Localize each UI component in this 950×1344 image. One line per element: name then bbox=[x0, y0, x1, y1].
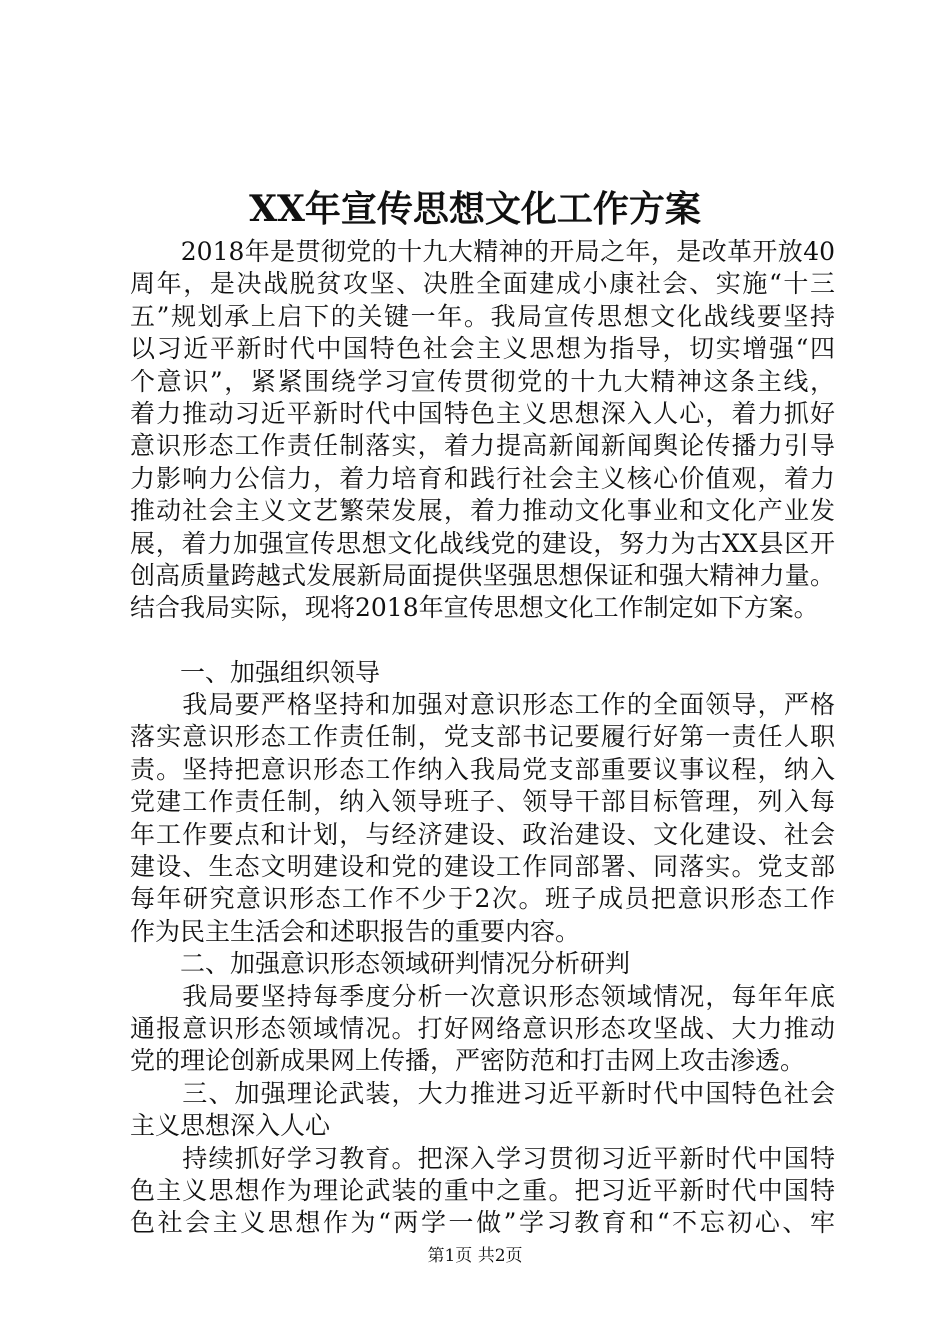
body-line: 年工作要点和计划，与经济建设、政治建设、文化建设、社会 bbox=[130, 819, 835, 849]
body-line: 党的理论创新成果网上传播，严密防范和打击网上攻击渗透。 bbox=[130, 1046, 806, 1076]
section-heading: 一、加强组织领导 bbox=[130, 657, 381, 687]
body-line: 通报意识形态领域情况。打好网络意识形态攻坚战、大力推动 bbox=[130, 1013, 835, 1043]
body-line: 着力推动习近平新时代中国特色主义思想深入人心，着力抓好 bbox=[130, 398, 835, 428]
body-line: 持续抓好学习教育。把深入学习贯彻习近平新时代中国特 bbox=[130, 1143, 835, 1173]
body-line: 落实意识形态工作责任制，党支部书记要履行好第一责任人职 bbox=[130, 722, 835, 752]
body-line: 展，着力加强宣传思想文化战线党的建设，努力为古XX县区开 bbox=[130, 528, 835, 558]
body-line: 个意识”，紧紧围绕学习宣传贯彻党的十九大精神这条主线， bbox=[130, 366, 835, 396]
body-line: 意识形态工作责任制落实，着力提高新闻新闻舆论传播力引导 bbox=[130, 431, 835, 461]
body-line: 我局要坚持每季度分析一次意识形态领域情况，每年年底 bbox=[130, 981, 835, 1011]
body-line: 以习近平新时代中国特色社会主义思想为指导，切实增强“四 bbox=[130, 334, 835, 364]
document-title: XX年宣传思想文化工作方案 bbox=[249, 188, 701, 230]
section-heading: 主义思想深入人心 bbox=[130, 1111, 331, 1141]
section-heading: 二、加强意识形态领域研判情况分析研判 bbox=[130, 949, 631, 979]
body-line: 党建工作责任制，纳入领导班子、领导干部目标管理，列入每 bbox=[130, 787, 835, 817]
body-line: 力影响力公信力，着力培育和践行社会主义核心价值观，着力 bbox=[130, 463, 835, 493]
document-body bbox=[130, 236, 835, 1240]
page-footer: 第1页 共2页 bbox=[427, 1246, 523, 1266]
body-line: 每年研究意识形态工作不少于2次。班子成员把意识形态工作 bbox=[130, 884, 835, 914]
body-line: 建设、生态文明建设和党的建设工作同部署、同落实。党支部 bbox=[130, 852, 835, 882]
body-line: 推动社会主义文艺繁荣发展，着力推动文化事业和文化产业发 bbox=[130, 496, 835, 526]
body-line: 色社会主义思想作为“两学一做”学习教育和“不忘初心、牢 bbox=[130, 1208, 835, 1238]
paragraph-gap bbox=[130, 625, 835, 657]
body-line: 作为民主生活会和述职报告的重要内容。 bbox=[130, 916, 581, 946]
body-line: 周年，是决战脱贫攻坚、决胜全面建成小康社会、实施“十三 bbox=[130, 269, 835, 299]
body-line: 创高质量跨越式发展新局面提供坚强思想保证和强大精神力量。 bbox=[130, 560, 835, 590]
body-line: 五”规划承上启下的关键一年。我局宣传思想文化战线要坚持 bbox=[130, 301, 835, 331]
section-heading: 三、加强理论武装，大力推进习近平新时代中国特色社会 bbox=[130, 1078, 835, 1108]
body-line: 责。坚持把意识形态工作纳入我局党支部重要议事议程，纳入 bbox=[130, 754, 835, 784]
body-line: 结合我局实际，现将2018年宣传思想文化工作制定如下方案。 bbox=[130, 593, 819, 623]
body-line: 我局要严格坚持和加强对意识形态工作的全面领导，严格 bbox=[130, 690, 835, 720]
body-line: 色主义思想作为理论武装的重中之重。把习近平新时代中国特 bbox=[130, 1175, 835, 1205]
body-line: 2018年是贯彻党的十九大精神的开局之年，是改革开放40 bbox=[130, 237, 835, 266]
